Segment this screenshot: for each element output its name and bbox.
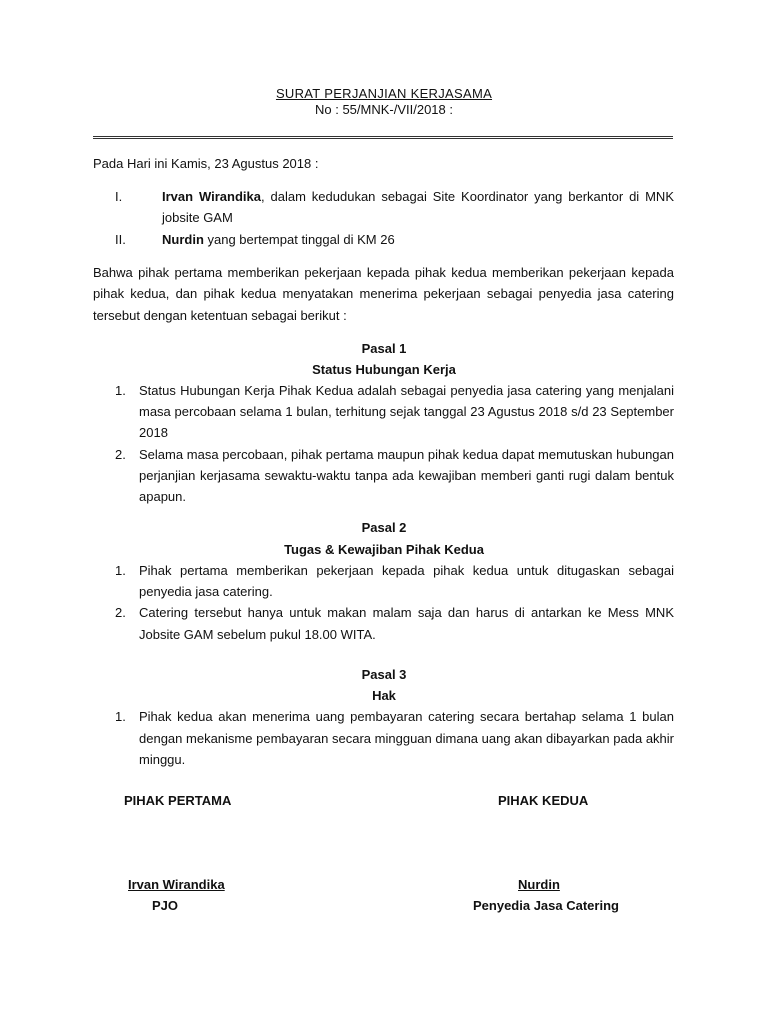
signature-right-role: PIHAK KEDUA [498,793,589,808]
pasal-3-item-1-num: 1. [115,709,126,724]
signature-right-title: Penyedia Jasa Catering [473,898,619,913]
opening-line: Pada Hari ini Kamis, 23 Agustus 2018 : [93,156,319,171]
signature-left-title: PJO [152,898,179,913]
pasal-1-item-1-num: 1. [115,383,126,398]
pasal-2-item-2-line-1: Catering tersebut hanya untuk makan malam saja dan harus di antarkan ke Mess MNK [139,605,674,620]
pasal-1-item-1-line-3: 2018 [139,425,168,440]
document-title: SURAT PERJANJIAN KERJASAMA [275,86,493,101]
pasal-1-subtitle: Status Hubungan Kerja [312,362,456,377]
signature-left-name: Irvan Wirandika [128,877,225,892]
pasal-1-heading: Pasal 1 [361,341,407,356]
pasal-1-item-1-line-1: Status Hubungan Kerja Pihak Kedua adalah sebagai penyedia jasa catering yang menjalani [139,383,674,398]
pasal-1-item-2-line-1: Selama masa percobaan, pihak pertama maupun pihak kedua dapat memutuskan hubungan [139,447,674,462]
pasal-2-item-1-line-2: penyedia jasa catering. [139,584,273,599]
intro-line-3: tersebut dengan ketentuan sebagai berikut : [93,308,347,323]
party-2-name: Nurdin [162,232,204,247]
pasal-2-item-1-num: 1. [115,563,126,578]
party-1-line-2: jobsite GAM [162,210,233,225]
party-2-line-1 [162,232,395,248]
pasal-1-item-1-line-2: masa percobaan selama 1 bulan, terhitung sejak tanggal 23 Agustus 2018 s/d 23 September [139,404,674,419]
intro-line-1: Bahwa pihak pertama memberikan pekerjaan kepada pihak kedua memberikan pekerjaan kepada [93,265,674,280]
pasal-1-item-2-line-2: perjanjian kerjasama sewaktu-waktu tanpa ada kewajiban memberi ganti rugi dalam bentuk [139,468,674,483]
pasal-2-item-2-num: 2. [115,605,126,620]
pasal-2-heading: Pasal 2 [361,520,407,535]
signature-right-name: Nurdin [518,877,560,892]
signature-left-role: PIHAK PERTAMA [124,793,232,808]
pasal-3-item-1-line-1: Pihak kedua akan menerima uang pembayaran catering secara bertahap selama 1 bulan [139,709,674,724]
pasal-3-subtitle: Hak [372,688,396,703]
pasal-3-heading: Pasal 3 [361,667,407,682]
pasal-2-subtitle: Tugas & Kewajiban Pihak Kedua [284,542,484,557]
intro-line-2: pihak kedua, dan pihak kedua menyatakan menerima pekerjaan sebagai penyedia jasa catering [93,286,674,301]
pasal-1-item-2-line-3: apapun. [139,489,186,504]
pasal-3-item-1-line-3: minggu. [139,752,186,767]
party-1-text: , dalam kedudukan sebagai Site Koordinator yang berkantor di MNK [260,189,674,204]
party-1-line-1 [162,189,674,205]
pasal-2-item-1-line-1: Pihak pertama memberikan pekerjaan kepada pihak kedua untuk ditugaskan sebagai [139,563,674,578]
party-1-name: Irvan Wirandika [162,189,261,204]
party-2-numeral: II. [115,232,126,247]
header-divider [93,136,673,139]
pasal-2-item-2-line-2: Jobsite GAM sebelum pukul 18.00 WITA. [139,627,376,642]
document-number: No : 55/MNK-/VII/2018 : [314,102,453,117]
party-1-numeral: I. [115,189,123,204]
party-2-text: yang bertempat tinggal di KM 26 [203,232,395,247]
pasal-3-item-1-line-2: dengan mekanisme pembayaran secara mingguan dimana uang akan dibayarkan pada akhir [139,731,674,746]
pasal-1-item-2-num: 2. [115,447,126,462]
